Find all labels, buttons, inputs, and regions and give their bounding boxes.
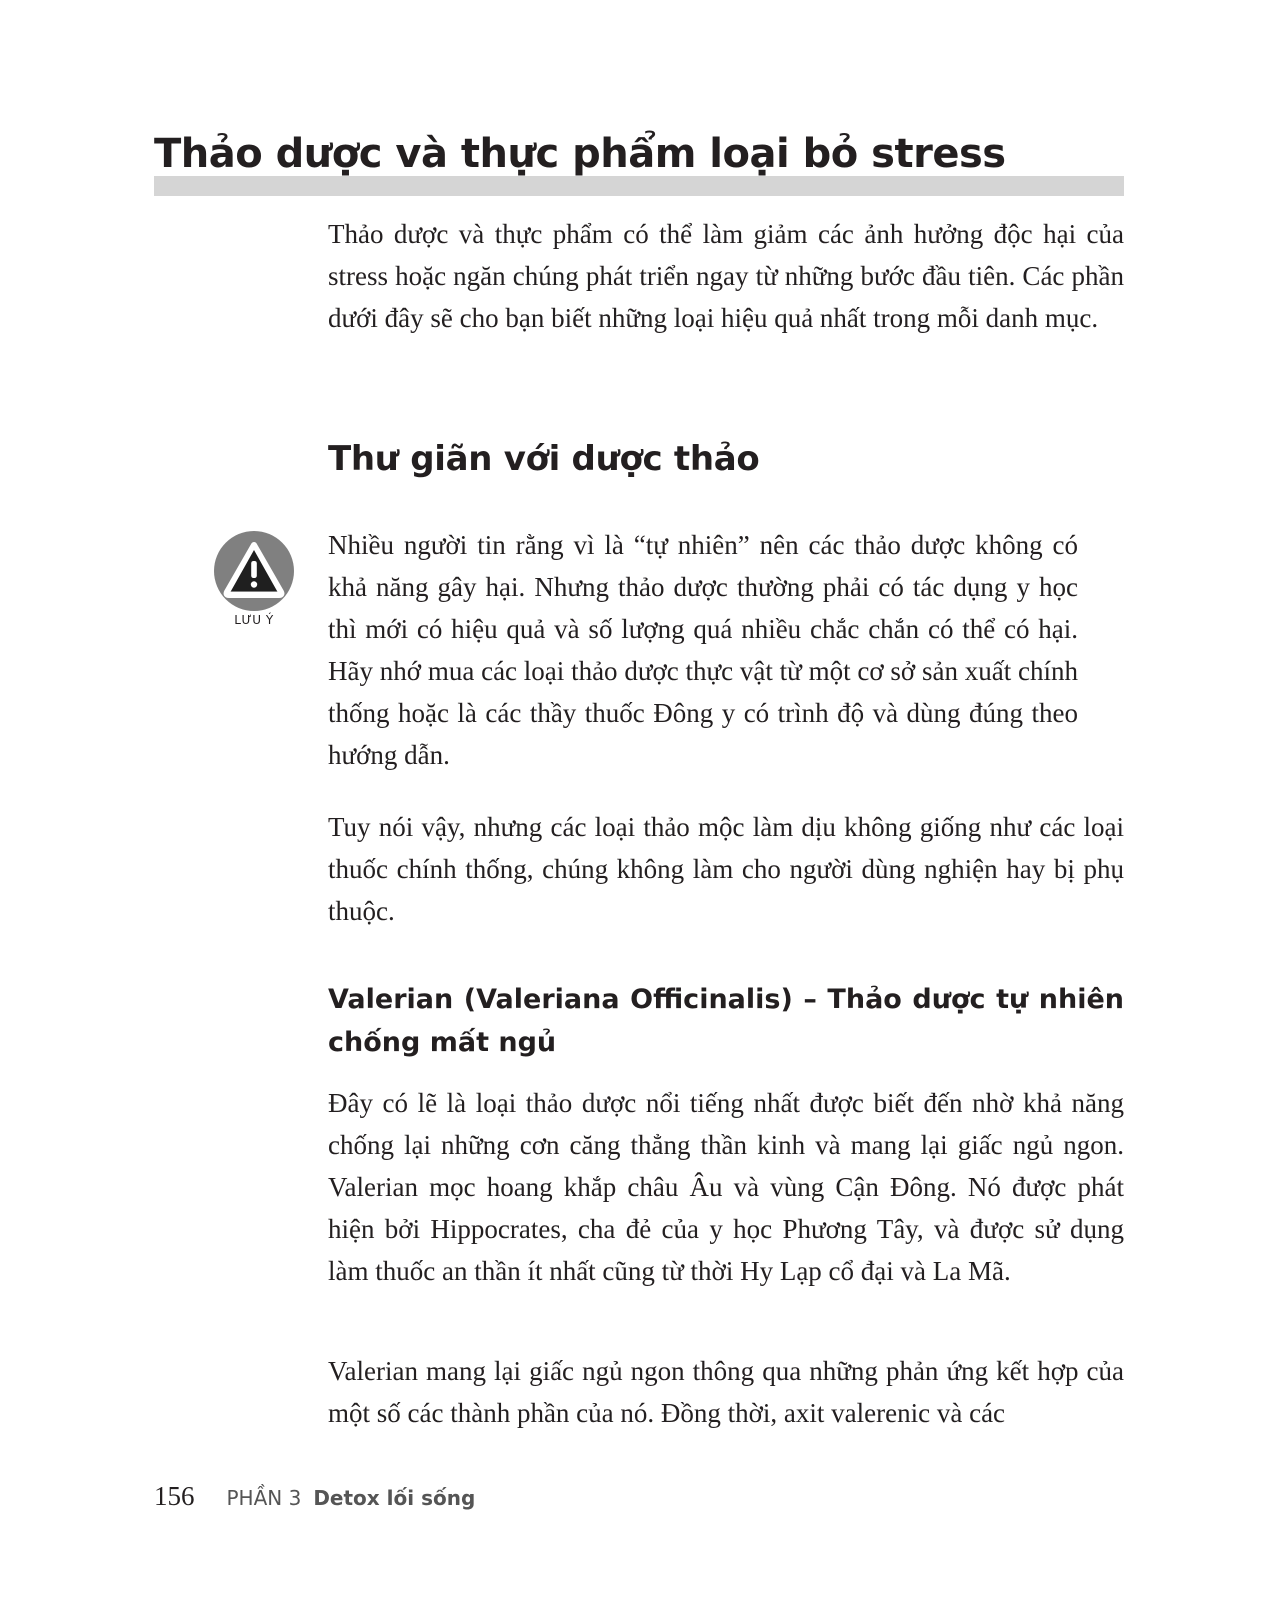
chapter-heading <box>154 128 1124 198</box>
body-paragraph: Tuy nói vậy, nhưng các loại thảo mộc làm dịu không giống như các loại thuốc chính thống, chúng không làm cho người dùng nghiện hay bị phụ thuộc. <box>328 812 1124 926</box>
intro-paragraph: Thảo dược và thực phẩm có thể làm giảm các ảnh hưởng độc hại của stress hoặc ngăn chúng phát triển ngay từ những bước đầu tiên. Các phần dưới đây sẽ cho bạn biết những loại hiệu quả nhất trong mỗi danh mục. <box>328 219 1124 333</box>
warning-paragraph: Nhiều người tin rằng vì là “tự nhiên” nên các thảo dược không có khả năng gây hại. Nhưng thảo dược thường phải có tác dụng y học thì mới có hiệu quả và số lượng quá nhiều chắc chắn có thể có hại. Hãy nhớ mua các loại thảo dược thực vật từ một cơ sở sản xuất chính thống hoặc là các thầy thuốc Đông y có trình độ và dùng đúng theo hướng dẫn. <box>328 530 1078 770</box>
section-title: Thư giãn với dược thảo <box>328 439 760 479</box>
page-footer <box>154 1478 475 1518</box>
part-title: Detox lối sống <box>313 1486 476 1510</box>
warning-label: LƯU Ý <box>234 613 274 627</box>
warning-icon <box>214 531 294 611</box>
warning-triangle-icon <box>214 531 294 611</box>
chapter-title: Thảo dược và thực phẩm loại bỏ stress <box>154 131 1006 177</box>
part-label: PHẦN 3 <box>226 1486 302 1510</box>
body-paragraph: Đây có lẽ là loại thảo dược nổi tiếng nhất được biết đến nhờ khả năng chống lại những cơn căng thẳng thần kinh và mang lại giấc ngủ ngon. Valerian mọc hoang khắp châu Âu và vùng Cận Đông. Nó được phát hiện bởi Hippocrates, cha đẻ của y học Phương Tây, và được sử dụng làm thuốc an thần ít nhất cũng từ thời Hy Lạp cổ đại và La Mã. <box>328 1088 1124 1286</box>
page-number: 156 <box>154 1481 195 1511</box>
body-paragraph: Valerian mang lại giấc ngủ ngon thông qua những phản ứng kết hợp của một số các thành phần của nó. Đồng thời, axit valerenic và các <box>328 1356 1124 1428</box>
subsection-title: Valerian (Valeriana Officinalis) – Thảo dược tự nhiên chống mất ngủ <box>328 984 1124 1058</box>
